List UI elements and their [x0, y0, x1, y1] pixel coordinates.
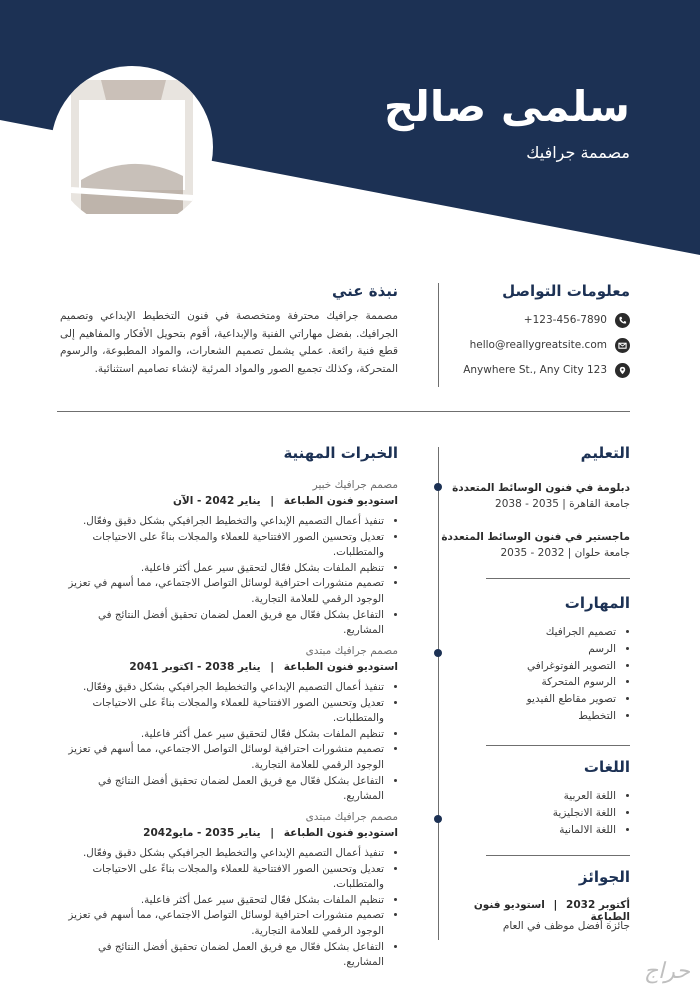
job-bullet: • تصميم منشورات احترافية لوسائل التواصل الاجتماعي، مما أسهم في تعزيز الوجود الرقمي للعلامة التجارية.: [58, 742, 384, 773]
education-title: التعليم: [580, 444, 630, 462]
job-bullet: • تنفيذ أعمال التصميم الإبداعي والتخطيط الجرافيكي بشكل دقيق وفعّال.: [58, 514, 384, 530]
job-bullet: • تصميم منشورات احترافية لوسائل التواصل الاجتماعي، مما أسهم في تعزيز الوجود الرقمي للعلامة التجارية.: [58, 908, 384, 939]
timeline-dot: [434, 815, 442, 823]
job-bullet: • التفاعل بشكل فعّال مع فريق العمل لضمان تحقيق أفضل النتائج في المشاريع.: [58, 774, 384, 805]
job-entry: [58, 811, 398, 971]
separator: |: [270, 661, 275, 673]
languages-title: اللغات: [583, 758, 630, 776]
language-item: • اللغة العربية: [466, 788, 616, 805]
education-detail: جامعة حلوان | 2032 - 2035: [500, 547, 630, 559]
job-period: يناير 2035 - مايو2042: [143, 827, 261, 839]
separator: |: [270, 827, 275, 839]
job-bullet: • تنظيم الملفات بشكل فعّال لتحقيق سير عمل أكثر فاعلية.: [58, 561, 384, 577]
education-item: [440, 531, 630, 559]
job-period: يناير 2038 - اكتوبر 2041: [129, 661, 261, 673]
language-item: • اللغة الانجليزية: [466, 805, 616, 822]
job-entry: [58, 645, 398, 805]
watermark: حراج: [643, 959, 690, 984]
contact-email: [430, 335, 630, 355]
job-bullet: • تصميم منشورات احترافية لوسائل التواصل الاجتماعي، مما أسهم في تعزيز الوجود الرقمي للعلامة التجارية.: [58, 576, 384, 607]
skill-item: • التصوير الفوتوغرافي: [466, 658, 616, 675]
skill-item: • التخطيط: [466, 708, 616, 725]
profile-photo: [51, 66, 213, 228]
sidebar-divider: [486, 745, 630, 746]
top-divider-vertical: [438, 283, 439, 387]
job-title: مصمم جرافيك مبتدى: [305, 811, 398, 823]
education-item: [440, 482, 630, 510]
email-text: hello@reallygreatsite.com: [469, 339, 607, 351]
person-name: سلمى صالح: [383, 82, 630, 131]
education-detail: جامعة القاهرة | 2035 - 2038: [495, 498, 630, 510]
education-degree: ماجستير في فنون الوسائط المتعددة: [441, 531, 630, 543]
language-item: • اللغة الالمانية: [466, 822, 616, 839]
job-company: استوديو فنون الطباعة: [283, 827, 398, 839]
separator: |: [553, 899, 558, 911]
job-bullet: • تعديل وتحسين الصور الافتتاحية للعملاء والمجلات بناءً على الاحتياجات والمتطلبات.: [58, 530, 384, 561]
awards-title: الجوائز: [578, 868, 630, 886]
contact-title: معلومات التواصل: [502, 282, 630, 300]
timeline-dot: [434, 649, 442, 657]
job-company: استوديو فنون الطباعة: [283, 495, 398, 507]
job-company: استوديو فنون الطباعة: [283, 661, 398, 673]
job-bullets: [58, 846, 398, 971]
education-degree: دبلومة في فنون الوسائط المتعددة: [452, 482, 630, 494]
award-org: استوديو فنون الطباعة: [473, 899, 630, 923]
job-title: مصمم جرافيك مبتدى: [305, 645, 398, 657]
contact-address: [430, 360, 630, 380]
job-entry: [58, 479, 398, 639]
sidebar-divider: [486, 855, 630, 856]
separator: |: [270, 495, 275, 507]
about-title: نبذة عني: [331, 282, 398, 300]
job-bullets: [58, 514, 398, 639]
person-role: مصممة جرافيك: [526, 143, 630, 162]
award-date: أكتوبر 2032: [566, 899, 630, 911]
experience-title: الخبرات المهنية: [283, 444, 398, 462]
job-bullet: • التفاعل بشكل فعّال مع فريق العمل لضمان تحقيق أفضل النتائج في المشاريع.: [58, 940, 384, 971]
job-bullet: • تنفيذ أعمال التصميم الإبداعي والتخطيط الجرافيكي بشكل دقيق وفعّال.: [58, 846, 384, 862]
job-meta: [58, 827, 398, 839]
phone-icon: [615, 313, 630, 328]
award-desc: جائزة أفضل موظف في العام: [502, 920, 630, 932]
section-separator: [57, 411, 630, 412]
skill-item: • تصوير مقاطع الفيديو: [466, 691, 616, 708]
job-meta: [58, 495, 398, 507]
location-icon: [615, 363, 630, 378]
about-text: مصممة جرافيك محترفة ومتخصصة في فنون التخطيط الإبداعي وتصميم الجرافيك. بفضل مهاراتي الفنية والإبداعية، أقوم بتحويل الأفكار والمفاهيم إلى قطع فنية رائعة. عملي يشمل تصميم الشعارات، والمواد المطبوعة، والرسوم المتحركة، وكذلك تجميع الصور والمواد المرئية لإنشاء تصاميم استثنائية.: [60, 310, 398, 375]
skills-list: [466, 624, 630, 725]
email-icon: [615, 338, 630, 353]
phone-text: 123-456-7890+: [523, 314, 607, 326]
sidebar-divider: [486, 578, 630, 579]
job-period: يناير 2042 - الآن: [172, 495, 261, 507]
job-bullet: • التفاعل بشكل فعّال مع فريق العمل لضمان تحقيق أفضل النتائج في المشاريع.: [58, 608, 384, 639]
job-bullet: • تعديل وتحسين الصور الافتتاحية للعملاء والمجلات بناءً على الاحتياجات والمتطلبات.: [58, 862, 384, 893]
job-bullet: • تنظيم الملفات بشكل فعّال لتحقيق سير عمل أكثر فاعلية.: [58, 727, 384, 743]
job-meta: [58, 661, 398, 673]
address-text: Anywhere St., Any City 123: [463, 364, 607, 376]
skill-item: • الرسوم المتحركة: [466, 674, 616, 691]
skill-item: • الرسم: [466, 641, 616, 658]
job-bullet: • تنظيم الملفات بشكل فعّال لتحقيق سير عمل أكثر فاعلية.: [58, 893, 384, 909]
job-bullet: • تعديل وتحسين الصور الافتتاحية للعملاء والمجلات بناءً على الاحتياجات والمتطلبات.: [58, 696, 384, 727]
skill-item: • تصميم الجرافيك: [466, 624, 616, 641]
job-title: مصمم جرافيك خبير: [312, 479, 398, 491]
languages-list: [466, 788, 630, 838]
skills-title: المهارات: [564, 594, 630, 612]
contact-phone: [430, 310, 630, 330]
job-bullet: • تنفيذ أعمال التصميم الإبداعي والتخطيط الجرافيكي بشكل دقيق وفعّال.: [58, 680, 384, 696]
timeline-line: [438, 447, 439, 940]
job-bullets: [58, 680, 398, 805]
